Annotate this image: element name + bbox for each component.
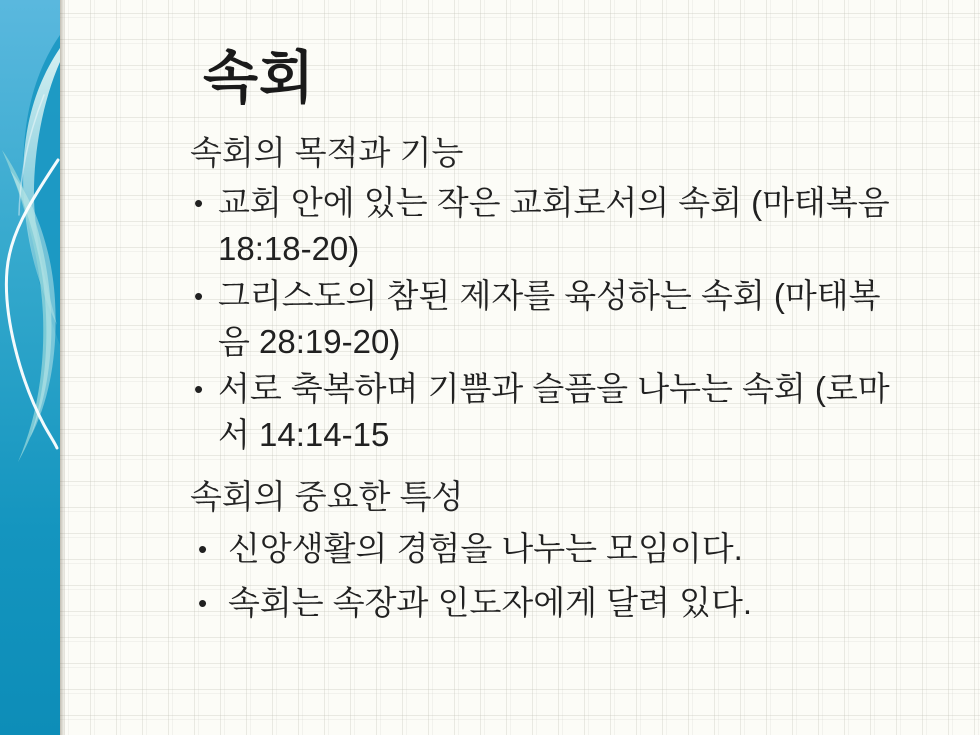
- band-edge-shadow: [60, 0, 65, 735]
- bullet-text: 서로 축복하며 기쁨과 슬픔을 나누는 속회 (로마서 14:14-15: [218, 369, 890, 454]
- bullet-marker: •: [198, 588, 208, 619]
- bullet-item: [190, 580, 902, 627]
- section-heading: 속회의 중요한 특성: [190, 477, 464, 515]
- bullet-item: [190, 366, 902, 459]
- section-heading: 속회의 목적과 기능: [190, 133, 464, 171]
- bullet-list: [190, 526, 902, 627]
- section-purpose-and-function: [190, 130, 902, 459]
- slide-content: [190, 0, 902, 635]
- bullet-text: 그리스도의 참된 제자를 육성하는 속회 (마태복음 28:19-20): [218, 276, 881, 361]
- bullet-marker: •: [194, 187, 204, 218]
- bullet-marker: •: [198, 533, 208, 564]
- bullet-marker: •: [194, 373, 204, 404]
- bullet-text: 교회 안에 있는 작은 교회로서의 속회 (마태복음 18:18-20): [218, 183, 890, 268]
- slide-title: 속회: [203, 46, 316, 110]
- section-important-characteristics: [190, 474, 902, 627]
- decorative-side-band: [0, 0, 60, 735]
- bullet-item: [190, 273, 902, 366]
- bullet-marker: •: [194, 280, 204, 311]
- side-band-swoosh-art: [0, 0, 60, 735]
- bullet-list: [190, 180, 902, 459]
- bullet-item: [190, 526, 902, 573]
- bullet-text: 속회는 속장과 인도자에게 달려 있다.: [228, 584, 753, 622]
- bullet-item: [190, 180, 902, 273]
- bullet-text: 신앙생활의 경험을 나누는 모임이다.: [228, 529, 743, 567]
